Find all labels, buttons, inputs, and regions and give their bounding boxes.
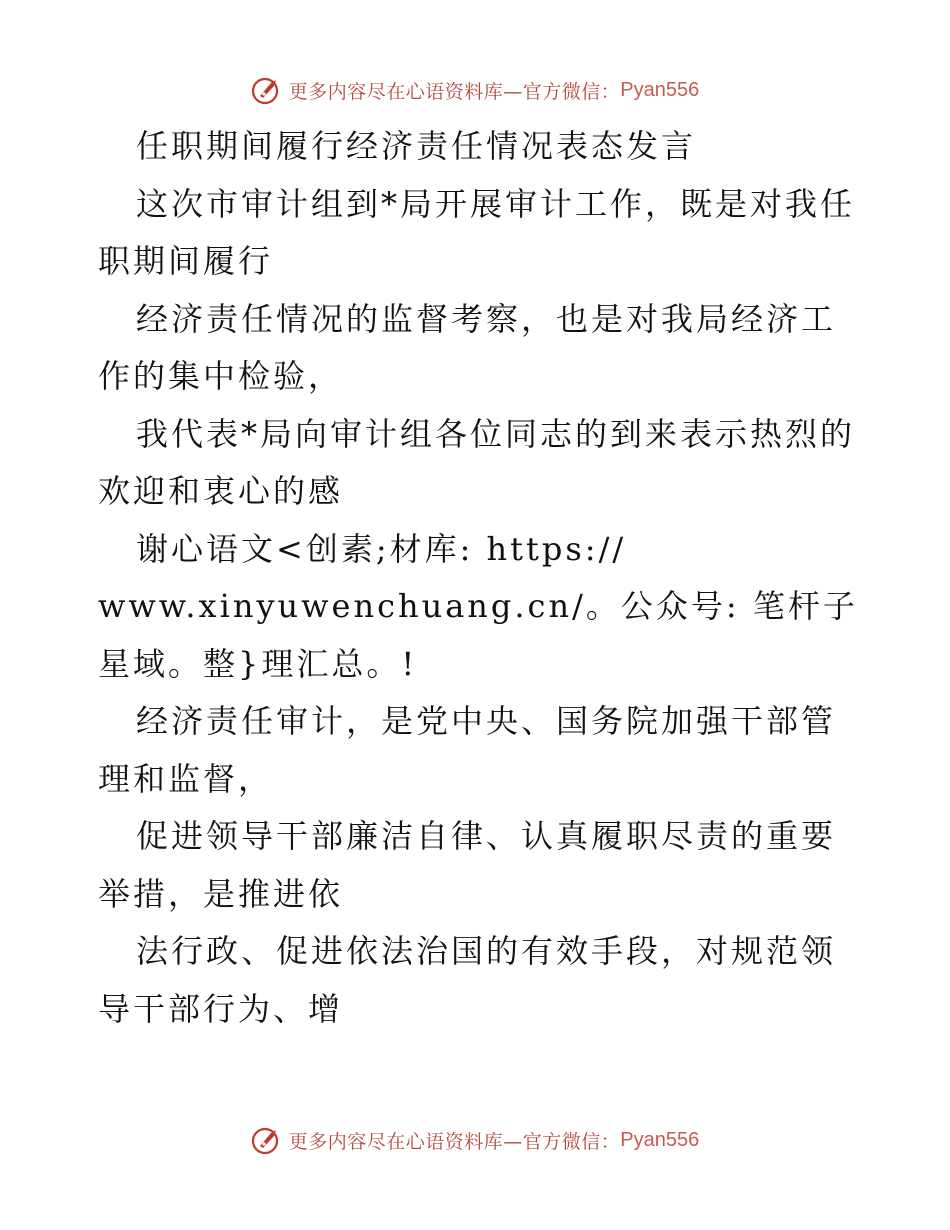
paragraph: www.xinyuwenchuang.cn/。公众号: 笔杆子星域。整}理汇总。! [98,587,858,683]
paragraph: 我代表*局向审计组各位同志的到来表示热烈的欢迎和衷心的感 [98,414,856,510]
footer-banner [0,1120,950,1160]
document-title: 任职期间履行经济责任情况表态发言 [136,127,697,165]
paragraph: 法行政、促进依法治国的有效手段，对规范领导干部行为、增 [98,932,837,1028]
header-banner-text: 更多内容尽在心语资料库—官方微信： [288,80,621,103]
header-banner [0,70,950,110]
pen-nib-logo-icon [251,74,283,106]
pen-nib-logo-icon [251,1124,283,1156]
paragraph: 经济责任审计，是党中央、国务院加强干部管理和监督， [98,702,837,798]
header-banner-handle: Pyan556 [620,78,700,101]
paragraph: 这次市审计组到*局开展审计工作，既是对我任职期间履行 [98,184,856,280]
paragraph: 谢心语文<创素;材库: https:// [136,529,627,568]
document-body [98,118,858,1038]
footer-banner-text: 更多内容尽在心语资料库—官方微信： [288,1130,621,1153]
paragraph: 经济责任情况的监督考察，也是对我局经济工作的集中检验， [98,299,837,395]
paragraph: 促进领导干部廉洁自律、认真履职尽责的重要举措，是推进依 [98,817,837,913]
footer-banner-handle: Pyan556 [620,1128,700,1151]
